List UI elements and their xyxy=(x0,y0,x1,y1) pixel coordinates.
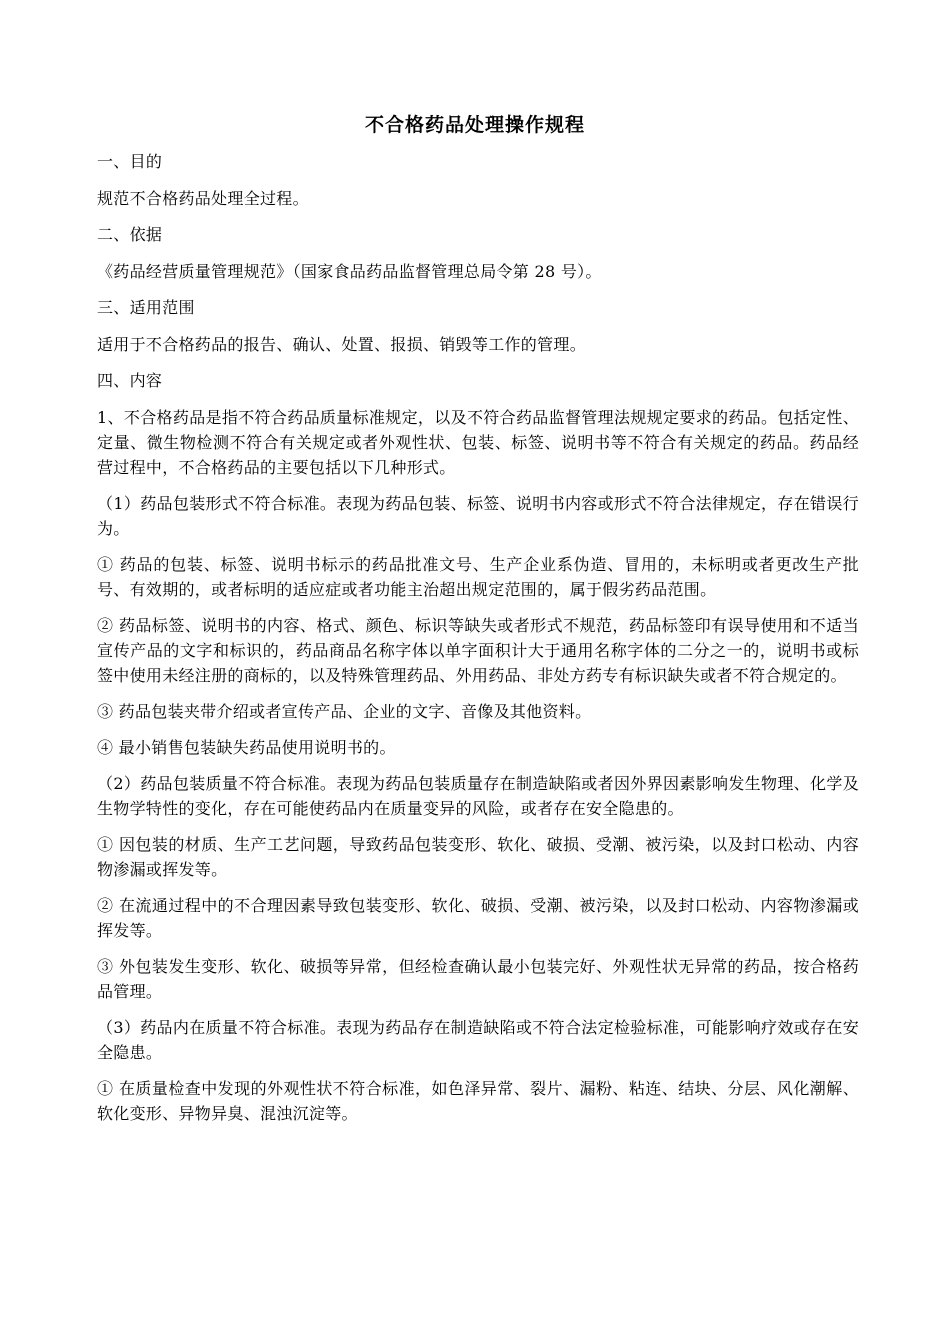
paragraph: ② 药品标签、说明书的内容、格式、颜色、标识等缺失或者形式不规范，药品标签印有误导使用和不适当宣传产品的文字和标识的，药品商品名称字体以单字面积计大于通用名称字体的二分之一的，说明书或标签中使用未经注册的商标的，以及特殊管理药品、外用药品、非处方药专有标识缺失或者不符合规定的。 xyxy=(97,616,859,685)
paragraph: 《药品经营质量管理规范》（国家食品药品监督管理总局令第 28 号）。 xyxy=(97,262,602,281)
section-heading-scope: 三、适用范围 xyxy=(97,298,195,317)
document-body xyxy=(97,149,859,1137)
paragraph: ① 因包装的材质、生产工艺问题，导致药品包装变形、软化、破损、受潮、被污染，以及封口松动、内容物渗漏或挥发等。 xyxy=(97,835,859,879)
paragraph: ② 在流通过程中的不合理因素导致包装变形、软化、破损、受潮、被污染，以及封口松动、内容物渗漏或挥发等。 xyxy=(97,896,859,940)
paragraph: 规范不合格药品处理全过程。 xyxy=(97,189,309,208)
paragraph: 适用于不合格药品的报告、确认、处置、报损、销毁等工作的管理。 xyxy=(97,335,587,354)
paragraph: ④ 最小销售包装缺失药品使用说明书的。 xyxy=(97,738,396,757)
document-title: 不合格药品处理操作规程 xyxy=(364,114,585,136)
paragraph: （2）药品包装质量不符合标准。表现为药品包装质量存在制造缺陷或者因外界因素影响发生物理、化学及生物学特性的变化，存在可能使药品内在质量变异的风险，或者存在安全隐患的。 xyxy=(97,774,859,818)
paragraph: ① 在质量检查中发现的外观性状不符合标准，如色泽异常、裂片、漏粉、粘连、结块、分层、风化潮解、软化变形、异物异臭、混浊沉淀等。 xyxy=(97,1079,859,1123)
paragraph: ③ 外包装发生变形、软化、破损等异常，但经检查确认最小包装完好、外观性状无异常的药品，按合格药品管理。 xyxy=(97,957,859,1001)
section-heading-purpose: 一、目的 xyxy=(97,152,163,171)
paragraph: ③ 药品包装夹带介绍或者宣传产品、企业的文字、音像及其他资料。 xyxy=(97,702,592,721)
paragraph: 1、不合格药品是指不符合药品质量标准规定，以及不符合药品监督管理法规规定要求的药品。包括定性、定量、微生物检测不符合有关规定或者外观性状、包装、标签、说明书等不符合有关规定的药品。药品经营过程中，不合格药品的主要包括以下几种形式。 xyxy=(97,408,859,477)
section-heading-basis: 二、依据 xyxy=(97,225,163,244)
paragraph: ① 药品的包装、标签、说明书标示的药品批准文号、生产企业系伪造、冒用的，未标明或者更改生产批号、有效期的，或者标明的适应症或者功能主治超出规定范围的，属于假劣药品范围。 xyxy=(97,555,859,599)
paragraph: （1）药品包装形式不符合标准。表现为药品包装、标签、说明书内容或形式不符合法律规定，存在错误行为。 xyxy=(97,494,859,538)
section-heading-content: 四、内容 xyxy=(97,371,163,390)
paragraph: （3）药品内在质量不符合标准。表现为药品存在制造缺陷或不符合法定检验标准，可能影响疗效或存在安全隐患。 xyxy=(97,1018,859,1062)
